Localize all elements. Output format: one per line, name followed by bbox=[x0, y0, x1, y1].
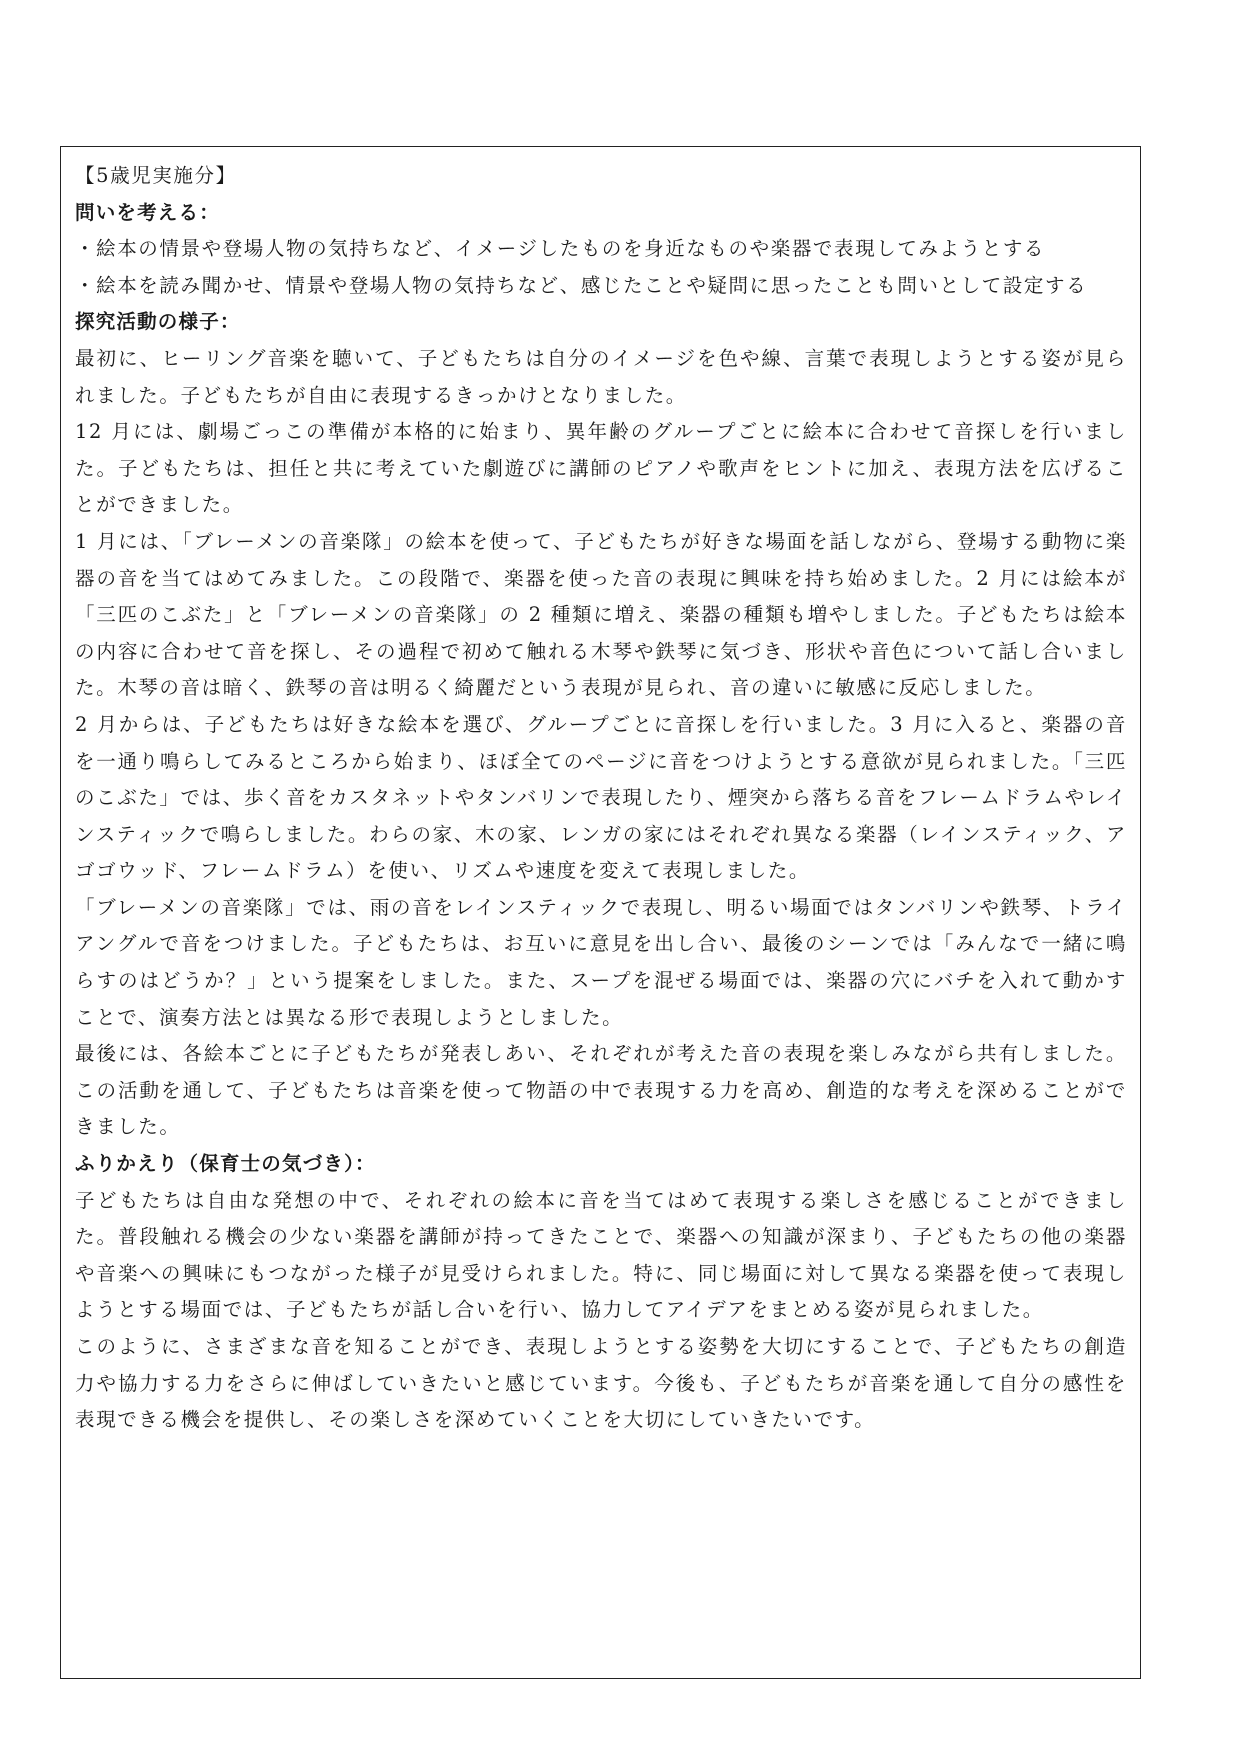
report-content bbox=[75, 158, 1127, 1439]
reflection-heading: ふりかえり（保育士の気づき）： bbox=[75, 1152, 376, 1176]
activity-paragraph: 「ブレーメンの音楽隊」では、雨の音をレインスティックで表現し、明るい場面ではタンバリンや鉄琴、トライアングルで音をつけました。子どもたちは、お互いに意見を出し合い、最後のシーンでは「みんなで一緒に鳴らすのはどうか？」という提案をしました。また、スープを混ぜる場面では、楽器の穴にバチを入れて動かすことで、演奏方法とは異なる形で表現しようとしました。 bbox=[75, 895, 1127, 1029]
activity-heading: 探究活動の様子： bbox=[75, 310, 241, 334]
activity-paragraph: 最後には、各絵本ごとに子どもたちが発表しあい、それぞれが考えた音の表現を楽しみながら共有しました。この活動を通して、子どもたちは音楽を使って物語の中で表現する力を高め、創造的な考えを深めることができました。 bbox=[75, 1042, 1127, 1139]
activity-paragraph: 1 月には、「ブレーメンの音楽隊」の絵本を使って、子どもたちが好きな場面を話しながら、登場する動物に楽器の音を当てはめてみました。この段階で、楽器を使った音の表現に興味を持ち始めました。2 月には絵本が「三匹のこぶた」と「ブレーメンの音楽隊」の 2 種類に増え、楽器の種類も増やしました。子どもたちは絵本の内容に合わせて音を探し、その過程で初めて触れる木琴や鉄琴に気づき、形状や音色について話し合いました。木琴の音は暗く、鉄琴の音は明るく綺麗だという表現が見られ、音の違いに敏感に反応しました。 bbox=[75, 529, 1127, 700]
activity-paragraph: 12 月には、劇場ごっこの準備が本格的に始まり、異年齢のグループごとに絵本に合わせて音探しを行いました。子どもたちは、担任と共に考えていた劇遊びに講師のピアノや歌声をヒントに加え、表現方法を広げることができました。 bbox=[75, 420, 1127, 517]
reflection-paragraph: 子どもたちは自由な発想の中で、それぞれの絵本に音を当てはめて表現する楽しさを感じることができました。普段触れる機会の少ない楽器を講師が持ってきたことで、楽器への知識が深まり、子どもたちの他の楽器や音楽への興味にもつながった様子が見受けられました。特に、同じ場面に対して異なる楽器を使って表現しようとする場面では、子どもたちが話し合いを行い、協力してアイデアをまとめる姿が見られました。 bbox=[75, 1188, 1127, 1322]
reflection-paragraph: このように、さまざまな音を知ることができ、表現しようとする姿勢を大切にすることで、子どもたちの創造力や協力する力をさらに伸ばしていきたいと感じています。今後も、子どもたちが音楽を通して自分の感性を表現できる機会を提供し、その楽しさを深めていくことを大切にしていきたいです。 bbox=[75, 1335, 1127, 1432]
question-item: ・絵本の情景や登場人物の気持ちなど、イメージしたものを身近なものや楽器で表現してみようとする bbox=[75, 237, 1046, 261]
question-heading: 問いを考える： bbox=[75, 200, 220, 224]
activity-paragraph: 最初に、ヒーリング音楽を聴いて、子どもたちは自分のイメージを色や線、言葉で表現しようとする姿が見られました。子どもたちが自由に表現するきっかけとなりました。 bbox=[75, 346, 1127, 407]
activity-paragraph: 2 月からは、子どもたちは好きな絵本を選び、グループごとに音探しを行いました。3 月に入ると、楽器の音を一通り鳴らしてみるところから始まり、ほぼ全てのページに音をつけようとする意欲が見られました。「三匹のこぶた」では、歩く音をカスタネットやタンバリンで表現したり、煙突から落ちる音をフレームドラムやレインスティックで鳴らしました。わらの家、木の家、レンガの家にはそれぞれ異なる楽器（レインスティック、アゴゴウッド、フレームドラム）を使い、リズムや速度を変えて表現しました。 bbox=[75, 712, 1127, 883]
section-label: 【5歳児実施分】 bbox=[75, 164, 237, 187]
question-item: ・絵本を読み聞かせ、情景や登場人物の気持ちなど、感じたことや疑問に思ったことも問いとして設定する bbox=[75, 273, 1088, 297]
